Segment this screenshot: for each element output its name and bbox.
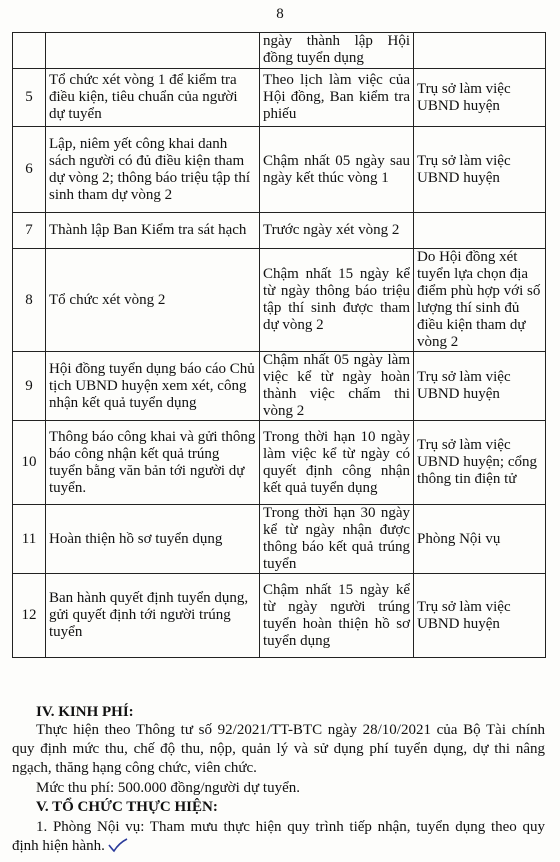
recruitment-schedule-table: [12, 32, 546, 658]
task-cell: Hoàn thiện hồ sơ tuyển dụng: [46, 505, 260, 574]
task-cell: Lập, niêm yết công khai danh sách người có đủ điều kiện tham dự vòng 2; thông báo triệu tập thí sinh tham dự vòng 2: [46, 127, 260, 213]
row-number: 12: [13, 574, 46, 658]
row-number: 8: [13, 249, 46, 352]
row-number: [13, 33, 46, 69]
table-row: [13, 505, 546, 574]
location-cell: Trụ sở làm việc UBND huyện; cổng thông tin điện tử: [414, 421, 546, 505]
table-row: [13, 249, 546, 352]
row-number: 9: [13, 352, 46, 421]
timeline-cell: Chậm nhất 05 ngày làm việc kể từ ngày hoàn thành việc chấm thi vòng 2: [260, 352, 414, 421]
section-4-paragraph: Thực hiện theo Thông tư số 92/2021/TT-BTC ngày 28/10/2021 của Bộ Tài chính quy định mức thu, chế độ thu, nộp, quản lý và sử dụng phí tuyển dụng, dự thi nâng ngạch, thăng hạng công chức, viên chức.: [12, 722, 545, 776]
section-5-item-1-text: 1. Phòng Nội vụ: Tham mưu thực hiện quy trình tiếp nhận, tuyển dụng theo quy định hiện hành.: [12, 819, 545, 854]
section-4-heading: IV. KINH PHÍ:: [36, 704, 134, 720]
page-number: 8: [276, 6, 284, 22]
location-cell: Do Hội đồng xét tuyển lựa chọn địa điểm phù hợp với số lượng thí sinh đủ điều kiện tham dự vòng 2: [414, 249, 546, 352]
section-5-heading: V. TỔ CHỨC THỰC HIỆN:: [36, 799, 218, 815]
timeline-cell: Trong thời hạn 10 ngày làm việc kể từ ngày có quyết định công nhận kết quả tuyển dụng: [260, 421, 414, 505]
timeline-cell: Trong thời hạn 30 ngày kể từ ngày nhận được thông báo kết quả trúng tuyển: [260, 505, 414, 574]
location-cell: Trụ sở làm việc UBND huyện: [414, 574, 546, 658]
timeline-cell: Chậm nhất 15 ngày kể từ ngày thông báo triệu tập thí sinh được tham dự vòng 2: [260, 249, 414, 352]
section-5-item-1: [12, 818, 545, 856]
row-number: 6: [13, 127, 46, 213]
checkmark-signature-icon: [107, 837, 129, 853]
task-cell: Thành lập Ban Kiểm tra sát hạch: [46, 213, 260, 249]
location-cell: [414, 33, 546, 69]
table-row: [13, 69, 546, 127]
location-cell: Trụ sở làm việc UBND huyện: [414, 352, 546, 421]
location-cell: [414, 213, 546, 249]
table-row: [13, 213, 546, 249]
task-cell: Thông báo công khai và gửi thông báo công nhận kết quả trúng tuyển bằng văn bản tới người dự tuyển.: [46, 421, 260, 505]
timeline-cell: ngày thành lập Hội đồng tuyển dụng: [260, 33, 414, 69]
timeline-cell: Trước ngày xét vòng 2: [260, 213, 414, 249]
fee-line: Mức thu phí: 500.000 đồng/người dự tuyển.: [36, 780, 300, 796]
task-cell: Hội đồng tuyển dụng báo cáo Chủ tịch UBND huyện xem xét, công nhận kết quả tuyển dụng: [46, 352, 260, 421]
task-cell: Tổ chức xét vòng 1 để kiểm tra điều kiện, tiêu chuẩn của người dự tuyển: [46, 69, 260, 127]
timeline-cell: Chậm nhất 15 ngày kể từ ngày người trúng tuyển hoàn thiện hồ sơ tuyển dụng: [260, 574, 414, 658]
row-number: 10: [13, 421, 46, 505]
timeline-cell: Theo lịch làm việc của Hội đồng, Ban kiểm tra phiếu: [260, 69, 414, 127]
timeline-cell: Chậm nhất 05 ngày sau ngày kết thúc vòng 1: [260, 127, 414, 213]
task-cell: Tổ chức xét vòng 2: [46, 249, 260, 352]
row-number: 5: [13, 69, 46, 127]
location-cell: Phòng Nội vụ: [414, 505, 546, 574]
table-row: [13, 421, 546, 505]
table-row: [13, 127, 546, 213]
task-cell: [46, 33, 260, 69]
row-number: 7: [13, 213, 46, 249]
row-number: 11: [13, 505, 46, 574]
table-row: [13, 574, 546, 658]
location-cell: Trụ sở làm việc UBND huyện: [414, 69, 546, 127]
task-cell: Ban hành quyết định tuyển dụng, gửi quyết định tới người trúng tuyển: [46, 574, 260, 658]
table-row: [13, 33, 546, 69]
location-cell: Trụ sở làm việc UBND huyện: [414, 127, 546, 213]
table-row: [13, 352, 546, 421]
